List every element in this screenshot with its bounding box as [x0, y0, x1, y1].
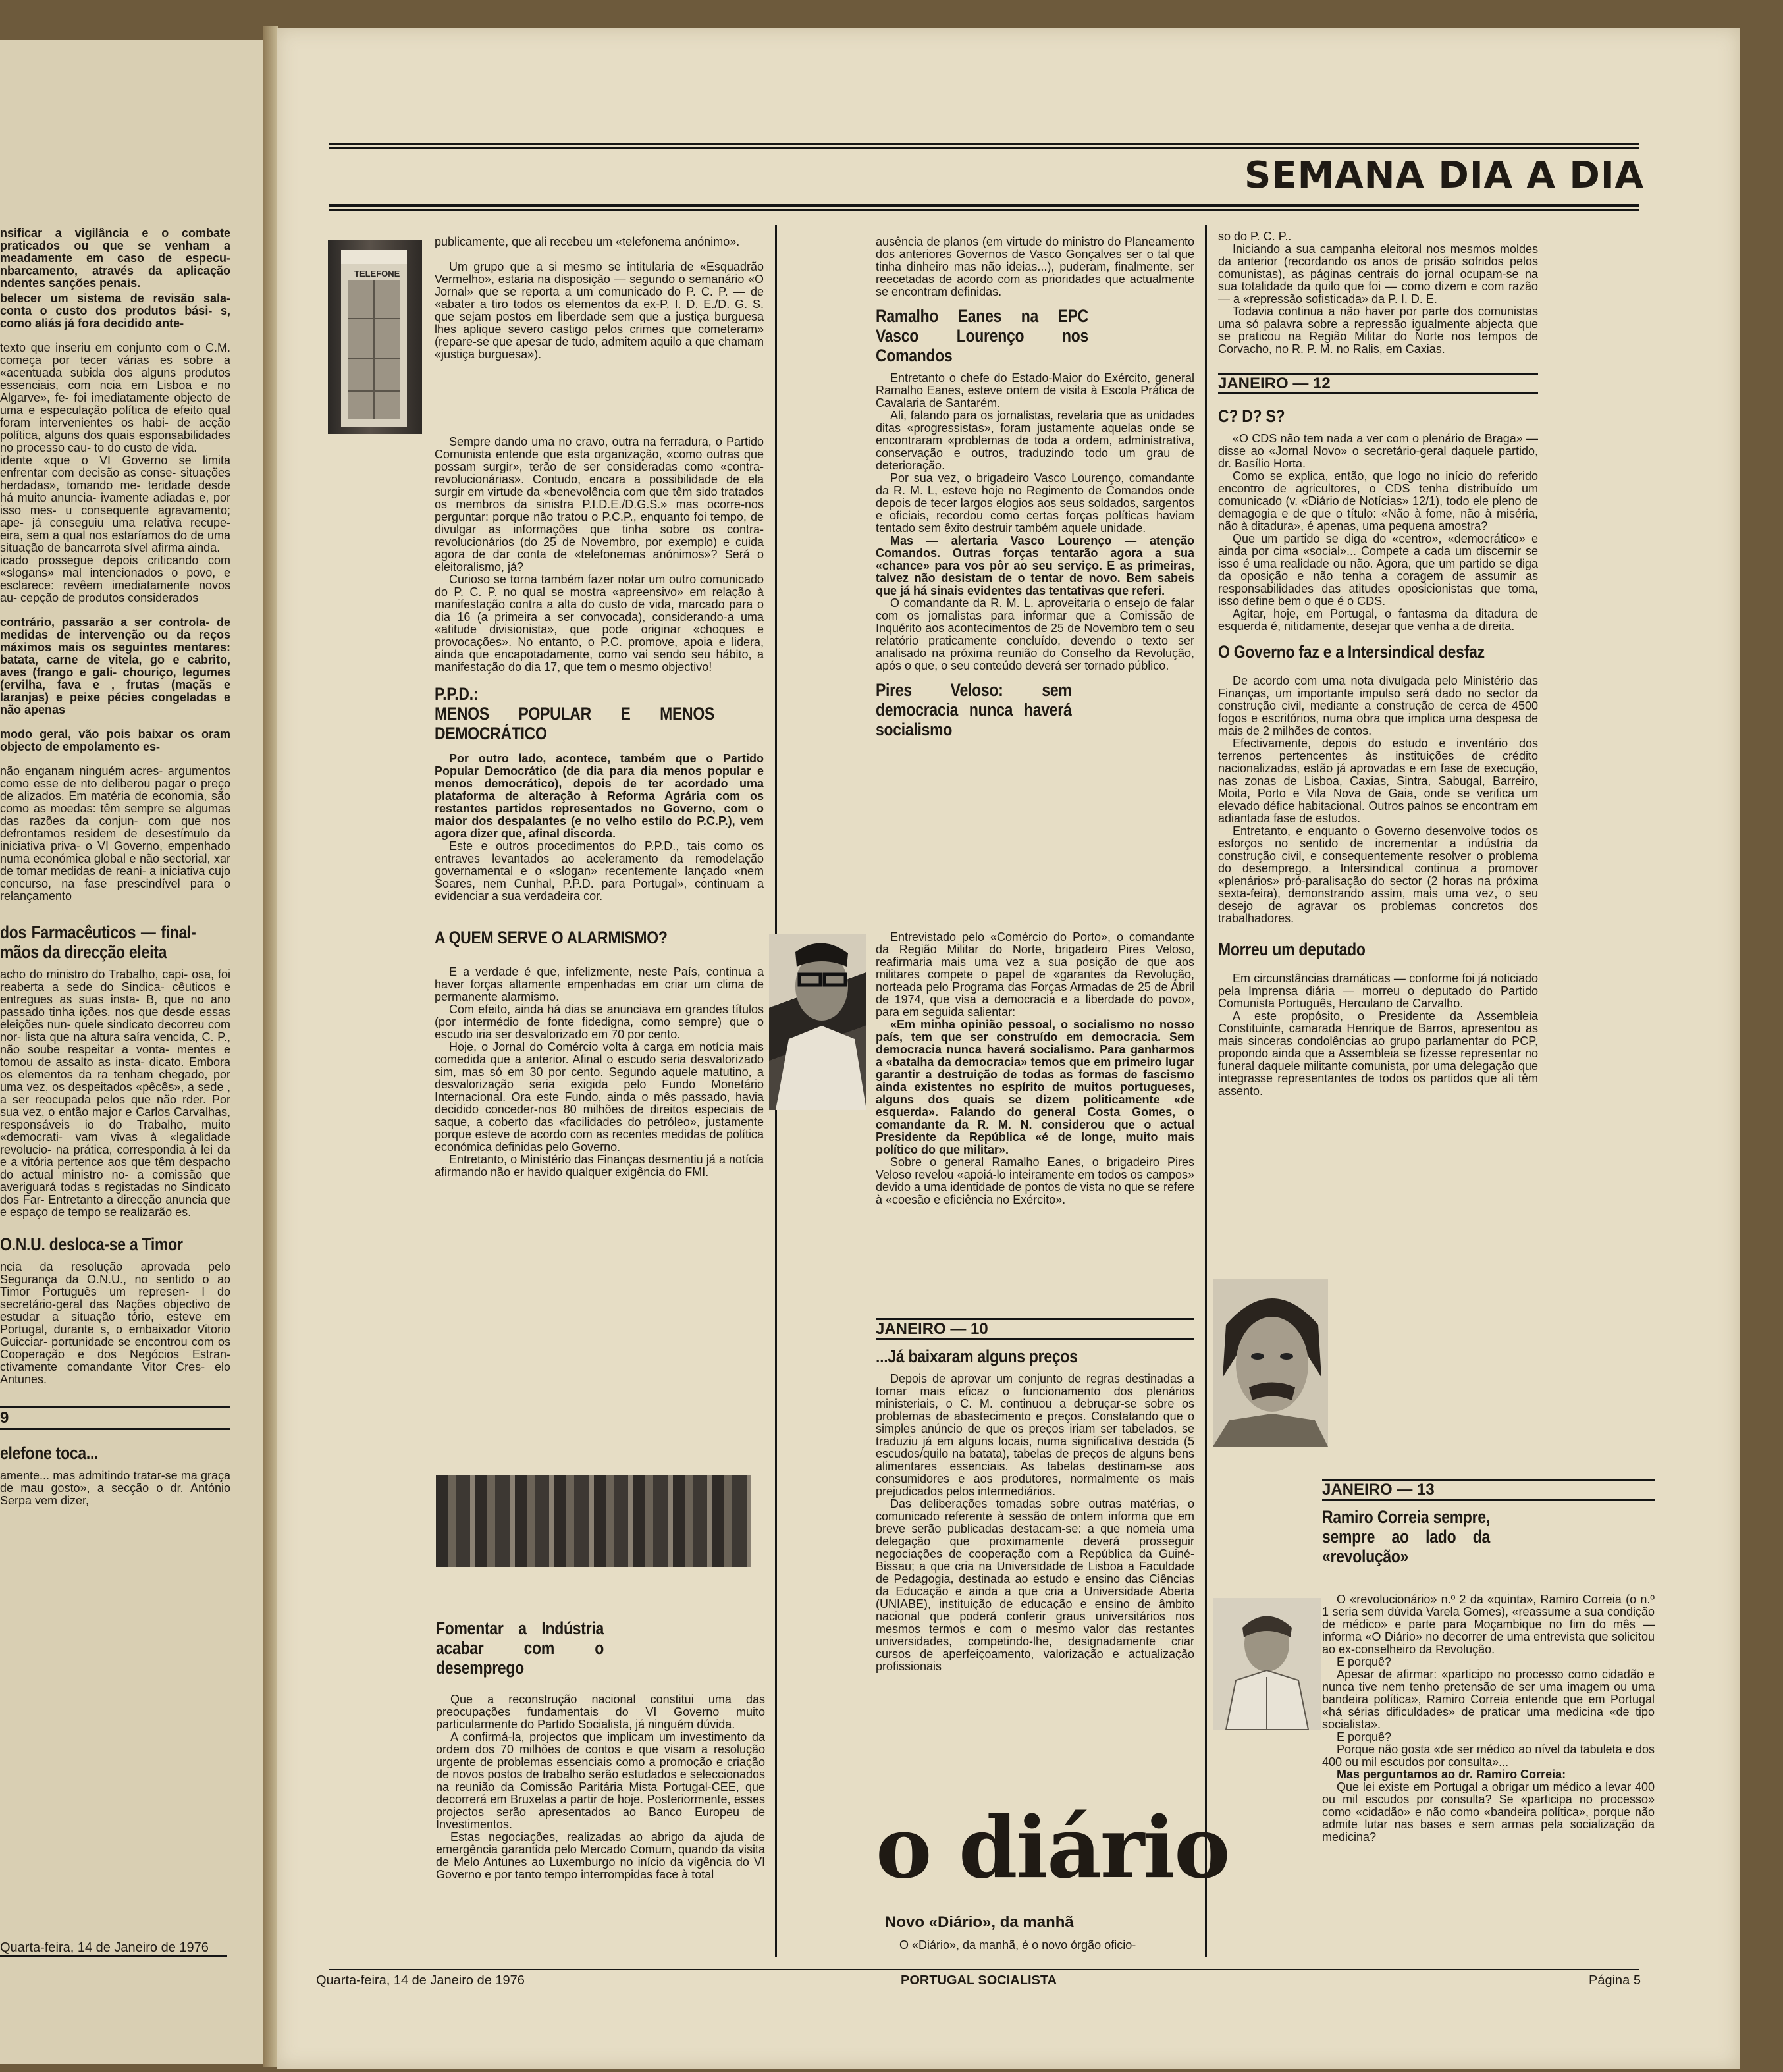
paragraph: «Em minha opinião pessoal, o socialismo no nosso país, tem que ser construído em democracia. Sem democracia nunca haverá socialismo. Para ganharmos a «batalha da democracia» temos que em primeiro lugar garantir a destruição de todas as formas de fascismo ainda existentes no espírito de muitos portugueses, alguns dos quais se dizem politicamente «de esquerda». Falando do general Costa Gomes, o comandante da R. M. N. considerou que o actual Presidente da República «é de longe, muito mais político do que militar». — [876, 1018, 1194, 1156]
left-fragment: icado prossegue depois criticando com «slogans» mal intencionados o povo, e esclarece: revêem imediatamente novos au- cepção de produtos considerados — [0, 554, 230, 604]
deputy-headline: Morreu um deputado — [1218, 940, 1366, 959]
prices-headline: ...Já baixaram alguns preços — [876, 1346, 1078, 1366]
paragraph: so do P. C. P.. — [1218, 230, 1292, 243]
column-1-top — [435, 236, 764, 248]
paragraph: Por sua vez, o brigadeiro Vasco Lourenço, comandante da R. M. L, esteve hoje no Regimento de Comandos onde depois de tecer largos elogios aos seus soldados, sargentos e oficiais, recordou como certas forças políticas haviam tentado sem êxito destruir também aquele unidade. — [876, 471, 1194, 535]
column-3-top — [1218, 230, 1538, 1098]
ramiro-headline: Ramiro Correia sempre, sempre ao lado da «revolução» — [1322, 1507, 1490, 1566]
veloso-headline: Pires Veloso: sem democracia nunca haverá socialismo — [876, 680, 1072, 739]
paragraph: Entrevistado pelo «Comércio do Porto», o comandante da Região Militar do Norte, brigadeiro Pires Veloso, reafirmaria mais uma vez a sua posição de que aos militares compete o papel de «garantes da Revolução, norteada pelo Programa das Forças Armadas de 25 de Abril de 1974, que visa a democracia e a liberdade do povo», para em seguida salientar: — [876, 931, 1194, 1019]
column-3-ramiro — [1322, 1593, 1655, 1962]
column-2-veloso — [876, 931, 1194, 1206]
column-1-body — [435, 261, 764, 361]
paragraph: O «Diário», da manhã, é o novo órgão oficio- — [899, 1938, 1136, 1952]
portrait-icon — [769, 934, 866, 1110]
footer-date: Quarta-feira, 14 de Janeiro de 1976 — [316, 1973, 530, 1988]
eanes-headline: Ramalho Eanes na EPC Vasco Lourenço nos Comandos — [876, 306, 1088, 365]
paragraph: A confirmá-la, projectos que implicam um investimento da ordem dos 70 milhões de contos e que visam a resolução urgente de problemas essenciais como a promoção e criação de novos postos de trabalho serão estudados e seleccionados na reunião da Comissão Paritária Mista Portugal-CEE, que decorrerá em Bruxelas a partir de hoje. Posteriormente, esses projectos serão apresentados ao Banco Europeu de Investimentos. — [436, 1730, 765, 1831]
paragraph: Entretanto o chefe do Estado-Maior do Exército, general Ramalho Eanes, esteve ontem de visita à Escola Prática de Cavalaria de Santarém. — [876, 371, 1194, 410]
paragraph: Que lei existe em Portugal a obrigar um médico a levar 400 ou mil escudos por consulta? Se «participa no processo» como «cidadão» e não como «bandeira política», porque não admite lutar nas bases e sem armas pela socialização da medicina? — [1322, 1780, 1655, 1844]
left-fragment: idente «que o VI Governo se limita enfrentar com decisão as conse- situações herdadas», tomando me- teridade desde há muito anuncia- ivamente adiadas e, por isso mes- u consequente agravamento; ape- já conseguiu uma relativa recupe- eira, sem a qual nos estaríamos do de uma situação de bancarrota sível afirma ainda. — [0, 454, 230, 554]
industry-headline: Fomentar a Indústria acabar com o desemprego — [436, 1618, 604, 1678]
factory-workers-photo — [436, 1475, 751, 1567]
cds-headline: C? D? S? — [1218, 406, 1285, 426]
paragraph: Iniciando a sua campanha eleitoral nos mesmos moldes da anterior (recordando os anos de prisão sofridos pelos comunistas), as páginas centrais do jornal ocupam-se na sua totalidade da quilo que foi — como dizem e com razão — a «repressão sofisticada» da P. I. D. E. — [1218, 242, 1538, 305]
paragraph: Apesar de afirmar: «participo no processo como cidadão e nunca tive nem tenho pretensão de ser uma imagem ou uma bandeira política», Ramiro Correia entende que em Portugal «há sérias dificuldades» de praticar uma medicina «de tipo socialista». — [1322, 1668, 1655, 1731]
main-page — [277, 28, 1740, 2069]
paragraph: Sobre o general Ramalho Eanes, o brigadeiro Pires Veloso revelou «apoiá-lo inteiramente em todos os campos» devido a uma identidade de pontos de vista no que se refere à «coesão e eficiência no Exército». — [876, 1156, 1194, 1206]
paragraph: Curioso se torna também fazer notar um outro comunicado do P. C. P. no qual se mostra «apreensivo» em relação à manifestação contra a alta do custo de vida, marcado para o dia 16 (a primeira a ser convocada), considerando-a uma «atitude divisionista», que pode originar «choques e provocações». No entanto, o P.C. promove, apoia e lidera, ainda que encapotadamente, como vai sendo seu hábito, a manifestação do dia 17, que tem o mesmo objectivo! — [435, 573, 764, 674]
paragraph: E porquê? — [1337, 1655, 1392, 1668]
paragraph: Entretanto, o Ministério das Finanças desmentiu já a notícia afirmando não er havido qualquer exigência do FMI. — [435, 1153, 764, 1179]
column-2-janeiro10 — [876, 1310, 1194, 1784]
paragraph: Entretanto, e enquanto o Governo desenvolve todos os esforços no sentido de incrementar a indústria da construção civil, e consequentemente resolver o problema do desemprego, a Intersindical continua a promover «plenários» pró-paralisação do sector (2 horas na próxima sexta-feira), demonstrando assim, mais uma vez, o seu desejo de agravar os problemas concretos dos trabalhadores. — [1218, 824, 1538, 925]
left-facing-page — [0, 40, 265, 2064]
paragraph: publicamente, que ali recebeu um «telefonema anónimo». — [435, 236, 740, 248]
column-1-industry — [436, 1614, 765, 1957]
page-gutter — [263, 26, 278, 2067]
telephone-sign: TELEFONE — [354, 269, 400, 279]
paragraph: Porque não gosta «de ser médico ao nível da tabuleta e dos 400 ou mil escudos por consulta»... — [1322, 1743, 1655, 1768]
paragraph: Este e outros procedimentos do P.P.D., tais como os entraves levantados ao aceleramento da remodelação governamental e o «slogan» recentemente lançado «nem Soares, nem Cunhal, P.P.D. para Portugal», continuam a evidenciar a sua verdadeira cor. — [435, 839, 764, 903]
left-fragment: não enganam ninguém acres- argumentos como esse de nto deliberou pagar o preço de alizados. Em matéria de economia, são como as moedas: têm sempre se algumas das razões da conjun- com que nos defrontamos residem de desestímulo da iniciativa priva- o VI Governo, empenhado numa económica global e não sectorial, xar de tomar medidas de reani- a iniciativa cujo concurso, na fase prescindível para o relançamento — [0, 764, 230, 903]
column-2-ad — [885, 1916, 1194, 1952]
left-date-box: 9 — [0, 1406, 230, 1430]
footer-page-number: Página 5 — [1583, 1973, 1641, 1988]
paragraph: ausência de planos (em virtude do ministro do Planeamento dos anteriores Governos de Vasco Gonçalves ser o tal que tinha dinheiro mas não ideias...), puderam, finalmente, ser reecetadas de acordo com as prioridades que actualmente se encontram definidas. — [876, 236, 1194, 298]
left-headline-pharma: dos Farmacêuticos — final- mãos da direcção eleita — [0, 922, 196, 962]
left-fragment: ncia da resolução aprovada pelo Segurança da O.N.U., no sentido o ao Timor Português um represen- l do secretário-geral das Nações objectivo de estudar a situação tório, esteve em Portugal, durante s, o embaixador Vitorio Guicciar- portunidade se encontrou com os Cooperação e dos Negócios Estran- ctivamente comandante Vitor Cres- elo Antunes. — [0, 1260, 230, 1386]
left-fragment: nsificar a vigilância e o combate praticados ou que se venham a meadamente em caso de especu- nbarcamento, através da aplicação ndentes sanções penais. — [0, 227, 230, 290]
paragraph: Mas — alertaria Vasco Lourenço — atenção Comandos. Outras forças tentarão agora a sua «chance» para vos pôr ao seu serviço. E as primeiras, talvez não desistam de o tentar de novo. Bem sabeis que já há sinais evidentes das tentativas que referi. — [876, 534, 1194, 597]
column-3-janeiro13 — [1322, 1471, 1655, 1573]
left-fragment: belecer um sistema de revisão sala- conta o custo dos produtos bási- s, como aliás já fora decidido ante- — [0, 292, 230, 330]
paragraph: E porquê? — [1337, 1730, 1392, 1743]
ppd-kicker: P.P.D.: — [435, 684, 479, 704]
paragraph: Todavia continua a não haver por parte dos comunistas uma só palavra sobre a repressão igualmente abjecta que se praticou na Região Militar do Norte nos tempos de Corvacho, no R. P. M. no Ralis, em Caxias. — [1218, 305, 1538, 356]
date-box-janeiro-12: JANEIRO — 12 — [1218, 373, 1538, 394]
left-page-column — [0, 227, 230, 1972]
intersindical-headline: O Governo faz e a Intersindical desfaz — [1218, 642, 1485, 662]
section-title: SEMANA DIA A DIA — [1244, 154, 1644, 197]
paragraph: O «revolucionário» n.º 2 da «quinta», Ramiro Correia (o n.º 1 seria sem dúvida Varela Gomes), «reassume a sua condição de médico» e parte para Moçambique no fim do mês — informa «O Diário» no decorrer de uma entrevista que solicitou ao ex-conselheiro da Revolução. — [1322, 1593, 1655, 1656]
telephone-booth-photo — [328, 240, 422, 434]
paragraph: Por outro lado, acontece, também que o Partido Popular Democrático (de dia para dia menos popular e menos democrático), depois de ter acordado uma plataforma de alteração à Reforma Agrária com os restantes partidos representados no Governo, com o maior dos despalantes (e no velho estilo do P.C.P.), vem agora dizer que, afinal discorda. — [435, 752, 764, 840]
paragraph: O comandante da R. M. L. aproveitaria o ensejo de falar com os jornalistas para informar que a Comissão de Inquérito aos acontecimentos de 25 de Novembro tem o seu relatório praticamente concluído, devendo o texto ser analisado na próxima reunião do Conselho da Revolução, após o que, o seu conteúdo deverá ser tornado público. — [876, 597, 1194, 672]
paragraph: Depois de aprovar um conjunto de regras destinadas a tornar mais eficaz o funcionamento dos plenários ministeriais, o C. M. continuou a debruçar-se sobre os problemas de abastecimento e preços. Constatando que o simples anúncio de que os preços iriam ser tabelados, se traduziu já em alguns locais, numa significativa descida (5 escudos/quilo na batata), tabelas de preços de alguns bens alimentares essenciais. As tabelas destinam-se aos consumidores e aos produtores, normalmente os mais prejudicados pelos intermediários. — [876, 1372, 1194, 1498]
alarmism-headline: A QUEM SERVE O ALARMISMO? — [435, 928, 668, 947]
ad-headline: Novo «Diário», da manhã — [885, 1916, 1074, 1931]
left-footer-date: Quarta-feira, 14 de Janeiro de 1976 — [0, 1940, 209, 1955]
portrait-icon — [1213, 1598, 1321, 1730]
ramiro-correia-photo — [1213, 1598, 1321, 1730]
left-fragment: acho do ministro do Trabalho, capi- osa, foi reaberta a sede do Sindica- cêuticos e entregues as suas insta- B, que no ano passado tinha ições. nos que desde essas eleições nun- quele sindicato decorreu com nor- lista que na altura saíra vencida, C. P., não soube respeitar a vonta- mentes e tomou de assalto as insta- dicato. Embora os elementos da ra tenham chegado, por uma vez, os despeitados «pêcês», a sede , a ser reocupada pelos que não rder. Por sua vez, o então major e Carlos Carvalhas, responsáveis io do Trabalho, muito «democrati- vam vivas à «legalidade revolucio- na prática, correspondia à lei da e a vitória pertence aos que têm despacho do actual ministro no- a comissão que averiguará todas s registadas no Sindicato dos Far- Entretanto a direcção anuncia que e espaço de tempo se realizarão es. — [0, 968, 230, 1219]
left-fragment: contrário, passarão a ser controla- de medidas de intervenção ou da reços máximos mais os seguintes mentares: batata, carne de vitela, go e cabrito, aves (frango e gali- chouriço, legumes (ervilha, fava e , frutas (maçãs e laranjas) e peixe pécies congeladas e não apenas — [0, 616, 230, 716]
pires-veloso-photo — [769, 934, 866, 1110]
paragraph: E a verdade é que, infelizmente, neste País, continua a haver forças altamente empenhadas em criar um clima de permanente alarmismo. — [435, 965, 764, 1003]
paragraph: A este propósito, o Presidente da Assembleia Constituinte, camarada Henrique de Barros, apresentou as mais sinceras condolências ao grupo parlamentar do PCP, propondo ainda que a Assembleia se fizesse representar no funeral daquele militante comunista, por uma delegação que integrasse representantes de todos os partidos que ali têm assento. — [1218, 1009, 1538, 1098]
left-headline-onu: O.N.U. desloca-se a Timor — [0, 1235, 183, 1254]
herculano-photo — [1213, 1279, 1328, 1447]
left-fragment: amente... mas admitindo tratar-se ma graça de mau gosto», a secção o dr. António Serpa vem dizer, — [0, 1469, 230, 1507]
paragraph: Um grupo que a si mesmo se intitularia de «Esquadrão Vermelho», estaria na disposição — segundo o semanário «O Jornal» que se reporta a um comunicado do P. C. P. — de «abater a tiro todos os elementos da ex-P. I. D. E./D. G. S. que sejam postos em liberdade sem que a justiça burguesa lhes aplique severo castigo pelos crimes que cometeram» (repare-se que apesar de tudo, admitem aquilo a que chamam «justiça burguesa»). — [435, 261, 764, 361]
paragraph: Estas negociações, realizadas ao abrigo da ajuda de emergência garantida pelo Mercado Comum, quando da visita de Melo Antunes ao Luxemburgo no início da vigência do VI Governo e por tanto tempo interrompidas face à total — [436, 1830, 765, 1881]
left-fragment: texto que inseriu em conjunto com o C.M. começa por tecer várias es sobre a «acentuada subida dos alguns produtos essenciais, com ncia em Lisboa e no Algarve», fe- foi imediatamente objecto de uma e especulação política de efeito qual foram intervenientes os habi- de acção política, alguns dos quais esponsabilidades no processo cau- to do custo de vida. — [0, 341, 230, 454]
paragraph: Com efeito, ainda há dias se anunciava em grandes títulos (por intermédio de fonte fidedigna, como sempre) que o escudo iria ser desvalorizado em 70 por cento. — [435, 1003, 764, 1041]
portrait-icon — [1213, 1279, 1328, 1447]
left-headline-phone: elefone toca... — [0, 1443, 99, 1463]
paragraph: Das deliberações tomadas sobre outras matérias, o comunicado referente à sessão de ontem informa que em breve serão publicadas destacam-se: a que nomeia uma delegação que proximamente deverá prosseguir negociações de cooperação com a República da Guiné-Bissau; a que cria na Universidade de Lisboa a Faculdade de Pedagogia, destinada ao estudo e ensino das Ciências da Educação e ainda a que cria a Universidade Aberta (UNIABE), instituição de educação e ensino de âmbito nacional que poderá conferir graus universitários nos mesmos termos e com o mesmo valor das restantes universidades, competindo-lhe, designadamente criar cursos de aperfeiçoamento, valorização e actualização profissionais — [876, 1497, 1194, 1673]
paragraph: Ali, falando para os jornalistas, revelaria que as unidades ditas «progressistas», foram justamente aquelas onde se encontraram «problemas de toda a ordem, administrativa, conservação e outros, traduzindo todo um grau de deterioração. — [876, 409, 1194, 472]
paragraph: Agitar, hoje, em Portugal, o fantasma da ditadura de esquerda é, nitidamente, desejar que venha a de direita. — [1218, 607, 1538, 633]
date-box-janeiro-10: JANEIRO — 10 — [876, 1318, 1194, 1340]
paragraph: Que a reconstrução nacional constitui uma das preocupações fundamentais do VI Governo muito particularmente do Partido Socialista, já ninguém dúvida. — [436, 1693, 765, 1731]
paragraph: Como se explica, então, que logo no início do referido encontro de agricultores, o CDS tenha distribuído um comunicado (v. «Diário de Notícias» 12/1), todo ele pleno de demagogia e de que o título: «Não à fome, não à miséria, não à ditadura», é apenas, uma pequena amostra? — [1218, 469, 1538, 533]
ppd-headline: MENOS POPULAR E MENOS DEMOCRÁTICO — [435, 704, 714, 743]
column-2-top — [876, 236, 1194, 746]
paragraph: Que um partido se diga do «centro», «democrático» e ainda por cima «social»... Compete a cada um discernir se isso é uma realidade ou não. Agora, que um partido se diga da oposição e não tenha a coragem de assumir as responsabilidades das atitudes oposicionistas que toma, isso define bem o que é o CDS. — [1218, 532, 1538, 608]
paragraph: Em circunstâncias dramáticas — conforme foi já noticiado pela Imprensa diária — morreu o deputado do Partido Comunista Português, Herculano de Carvalho. — [1218, 972, 1538, 1010]
left-fragment: modo geral, vão pois baixar os oram objecto de empolamento es- — [0, 728, 230, 753]
paragraph: Mas perguntamos ao dr. Ramiro Correia: — [1337, 1768, 1566, 1781]
paragraph: De acordo com uma nota divulgada pelo Ministério das Finanças, um importante impulso será dado no sector da construção civil, mediante a construção de cerca de 4500 fogos e escritórios, numa obra que implica uma despesa de mais de 2 milhões de contos. — [1218, 674, 1538, 737]
o-diario-masthead: o diário — [876, 1799, 1229, 1898]
footer-publication: PORTUGAL SOCIALISTA — [895, 1973, 1062, 1988]
paragraph: Efectivamente, depois do estudo e inventário dos terrenos pertencentes às instituições de crédito nacionalizadas, estão já aprovadas e em fase de execução, nas zonas de Lisboa, Caxias, Sintra, Sabugal, Barreiro, Moita, Porto e Vila Nova de Gaia, onde se verifica um elevado défice habitacional. Outros palnos se encontram em adiantada fase de estudos. — [1218, 737, 1538, 825]
paragraph: Sempre dando uma no cravo, outra na ferradura, o Partido Comunista entende que esta organização, «como outras que possam surgir», terão de ser consideradas como «contra-revolucionárias». Contudo, encara a possibilidade de ela surgir em virtude da «benevolência com que têm sido tratados os membros da sinistra P.I.D.E./D.G.S.» mas ocorre-nos perguntar: porque não tratou o P.C.P., enquanto foi tempo, de divulgar as informações que tinha sobre os contra-revolucionários (do 25 de Novembro, por exemplo) e cuida agora de dar conta de «telefonemas anónimos»? Será o eleitoralismo, já? — [435, 436, 764, 573]
paragraph: «O CDS não tem nada a ver com o plenário de Braga» — disse ao «Jornal Novo» o secretário-geral daquele partido, dr. Basílio Horta. — [1218, 432, 1538, 470]
date-box-janeiro-13: JANEIRO — 13 — [1322, 1479, 1655, 1501]
paragraph: Hoje, o Jornal do Comércio volta à carga em notícia mais comedida que a anterior. Afinal o escudo seria desvalorizado sim, mas só em 30 por cento. Segundo aquele matutino, a desvalorização seria exigida pelo Fundo Monetário Internacional. Ora este Fundo, ainda o mês passado, havia decidido conceder-nos 80 milhões de direitos especiais de saque, a coberto das «facilidades do petróleo», justamente porque esteve de acordo com as recentes medidas de política económica definidas pelo Governo. — [435, 1040, 764, 1154]
